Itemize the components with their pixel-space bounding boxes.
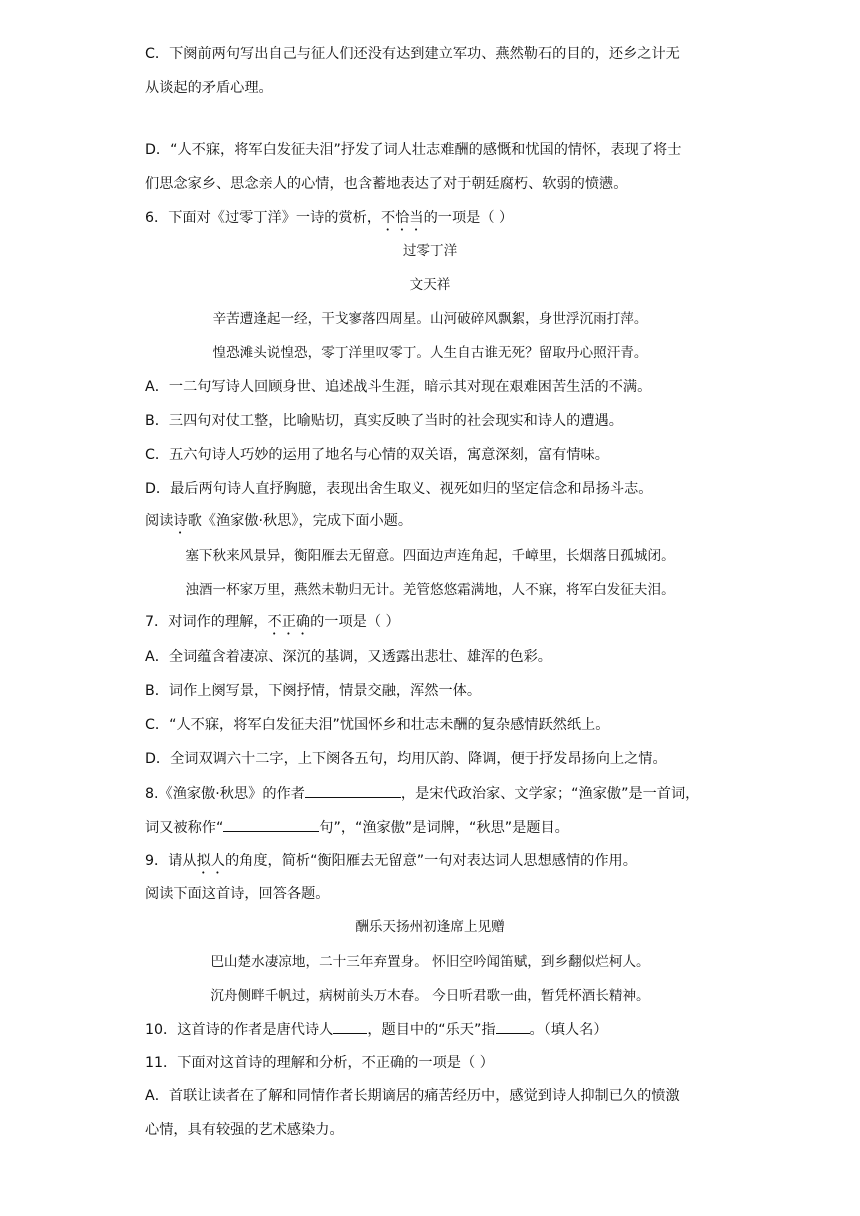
q8-line2	[145, 817, 569, 838]
q6-poem-line1: 辛苦遭逢起一经，干戈寥落四周星。山河破碎风飘絮，身世浮沉雨打萍。	[212, 311, 648, 327]
q8-line2-post: 句”，“渔家傲”是词牌，“秋思”是题目。	[319, 820, 569, 836]
q6-stem-post: 的一项是（ ）	[423, 210, 514, 226]
q6-stem-emphasis: 不恰当	[381, 210, 424, 226]
q8-line2-pre: 词又被称作“	[145, 820, 224, 836]
q7-option-a: A．全词蕴含着凄凉、深沉的基调，又透露出悲壮、雄浑的色彩。	[145, 649, 552, 665]
q6-poem-line2: 惶恐滩头说惶恐，零丁洋里叹零丁。人生自古谁无死？留取丹心照汗青。	[212, 345, 648, 361]
q5-option-c-line2: 从谈起的矛盾心理。	[145, 80, 273, 96]
section2-intro-pre: 阅读	[145, 513, 174, 529]
q6-option-b: B．三四句对仗工整，比喻贴切，真实反映了当时的社会现实和诗人的遭遇。	[145, 413, 623, 429]
q6-option-c: C．五六句诗人巧妙的运用了地名与心情的双关语，寓意深刻，富有情味。	[145, 447, 609, 463]
q8-line1	[145, 783, 699, 804]
q10-mid: ，题目中的“乐天”指	[367, 1022, 496, 1038]
q5-option-d-line2: 们思念家乡、思念亲人的心情，也含蓄地表达了对于朝廷腐朽、软弱的愤懑。	[145, 176, 628, 192]
q9-stem-pre: 9．请从	[145, 853, 197, 869]
q10-pre: 10．这首诗的作者是唐代诗人	[145, 1022, 334, 1038]
q8-name-blank[interactable]	[223, 817, 319, 832]
q6-option-a: A．一二句写诗人回顾身世、追述战斗生涯，暗示其对现在艰难困苦生活的不满。	[145, 379, 652, 395]
q6-option-d: D．最后两句诗人直抒胸臆，表现出舍生取义、视死如归的坚定信念和昂扬斗志。	[145, 481, 653, 497]
q7-option-b: B．词作上阕写景，下阕抒情，情景交融，浑然一体。	[145, 683, 482, 699]
section2-intro-post: 歌《渔家傲·秋思》，完成下面小题。	[187, 513, 413, 529]
section2-poem-line1: 塞下秋来风景异，衡阳雁去无留意。四面边声连角起，千嶂里，长烟落日孤城闭。	[185, 548, 675, 564]
section3-poem-line2: 沉舟侧畔千帆过，病树前头万木春。 今日听君歌一曲，暂凭杯酒长精神。	[210, 988, 650, 1004]
q7-stem-pre: 7．对词作的理解，	[145, 614, 268, 630]
section3-poem-line1: 巴山楚水凄凉地，二十三年弃置身。 怀旧空吟闻笛赋，到乡翻似烂柯人。	[210, 954, 650, 970]
q7-option-d: D．全词双调六十二字，上下阕各五句，均用仄韵、降调，便于抒发昂扬向上之情。	[145, 751, 667, 767]
q8-line1-post: ，是宋代政治家、文学家；“渔家傲”是一首词，	[400, 786, 700, 802]
section2-intro-emphasis: 诗	[173, 513, 188, 529]
q8-line1-pre: 8.《渔家傲·秋思》的作者	[145, 786, 305, 802]
q6-stem-pre: 6．下面对《过零丁洋》一诗的赏析，	[145, 210, 382, 226]
q7-stem-post: 的一项是（ ）	[310, 614, 400, 630]
q6-stem	[145, 208, 513, 234]
q9-stem-post: 的角度，简析“衡阳雁去无留意”一句对表达词人思想感情的作用。	[224, 853, 637, 869]
q11-stem: 11．下面对这首诗的理解和分析，不正确的一项是（ ）	[145, 1055, 494, 1071]
q9-stem	[145, 851, 637, 877]
section2-poem-line2: 浊酒一杯家万里，燕然未勒归无计。羌管悠悠霜满地，人不寐，将军白发征夫泪。	[185, 582, 675, 598]
q7-option-c: C．“人不寐，将军白发征夫泪”忧国怀乡和壮志未酬的复杂感情跃然纸上。	[145, 717, 610, 733]
q5-option-d-line1: D．“人不寐，将军白发征夫泪”抒发了词人壮志难酬的感慨和忧国的情怀，表现了将士	[145, 142, 682, 158]
q9-stem-emphasis: 拟人	[196, 853, 225, 869]
section3-intro: 阅读下面这首诗，回答各题。	[145, 886, 330, 902]
q11-option-a-line2: 心情，具有较强的艺术感染力。	[145, 1122, 344, 1138]
q8-author-blank[interactable]	[305, 783, 401, 798]
q6-poem-title: 过零丁洋	[402, 243, 458, 259]
section2-intro	[145, 511, 412, 537]
q10-poet-blank[interactable]	[333, 1019, 367, 1034]
q10-stem	[145, 1019, 608, 1040]
q10-post: 。（填人名）	[529, 1022, 608, 1038]
q7-stem	[145, 612, 400, 638]
section3-poem-title: 酬乐天扬州初逢席上见赠	[355, 919, 505, 935]
q7-stem-emphasis: 不正确	[267, 614, 311, 630]
q11-option-a-line1: A．首联让读者在了解和同情作者长期谪居的痛苦经历中，感觉到诗人抑制已久的愤激	[145, 1088, 680, 1104]
q10-letian-blank[interactable]	[496, 1019, 530, 1034]
q5-option-c-line1: C．下阕前两句写出自己与征人们还没有达到建立军功、燕然勒石的目的，还乡之计无	[145, 46, 680, 62]
q6-poem-author: 文天祥	[409, 277, 451, 293]
